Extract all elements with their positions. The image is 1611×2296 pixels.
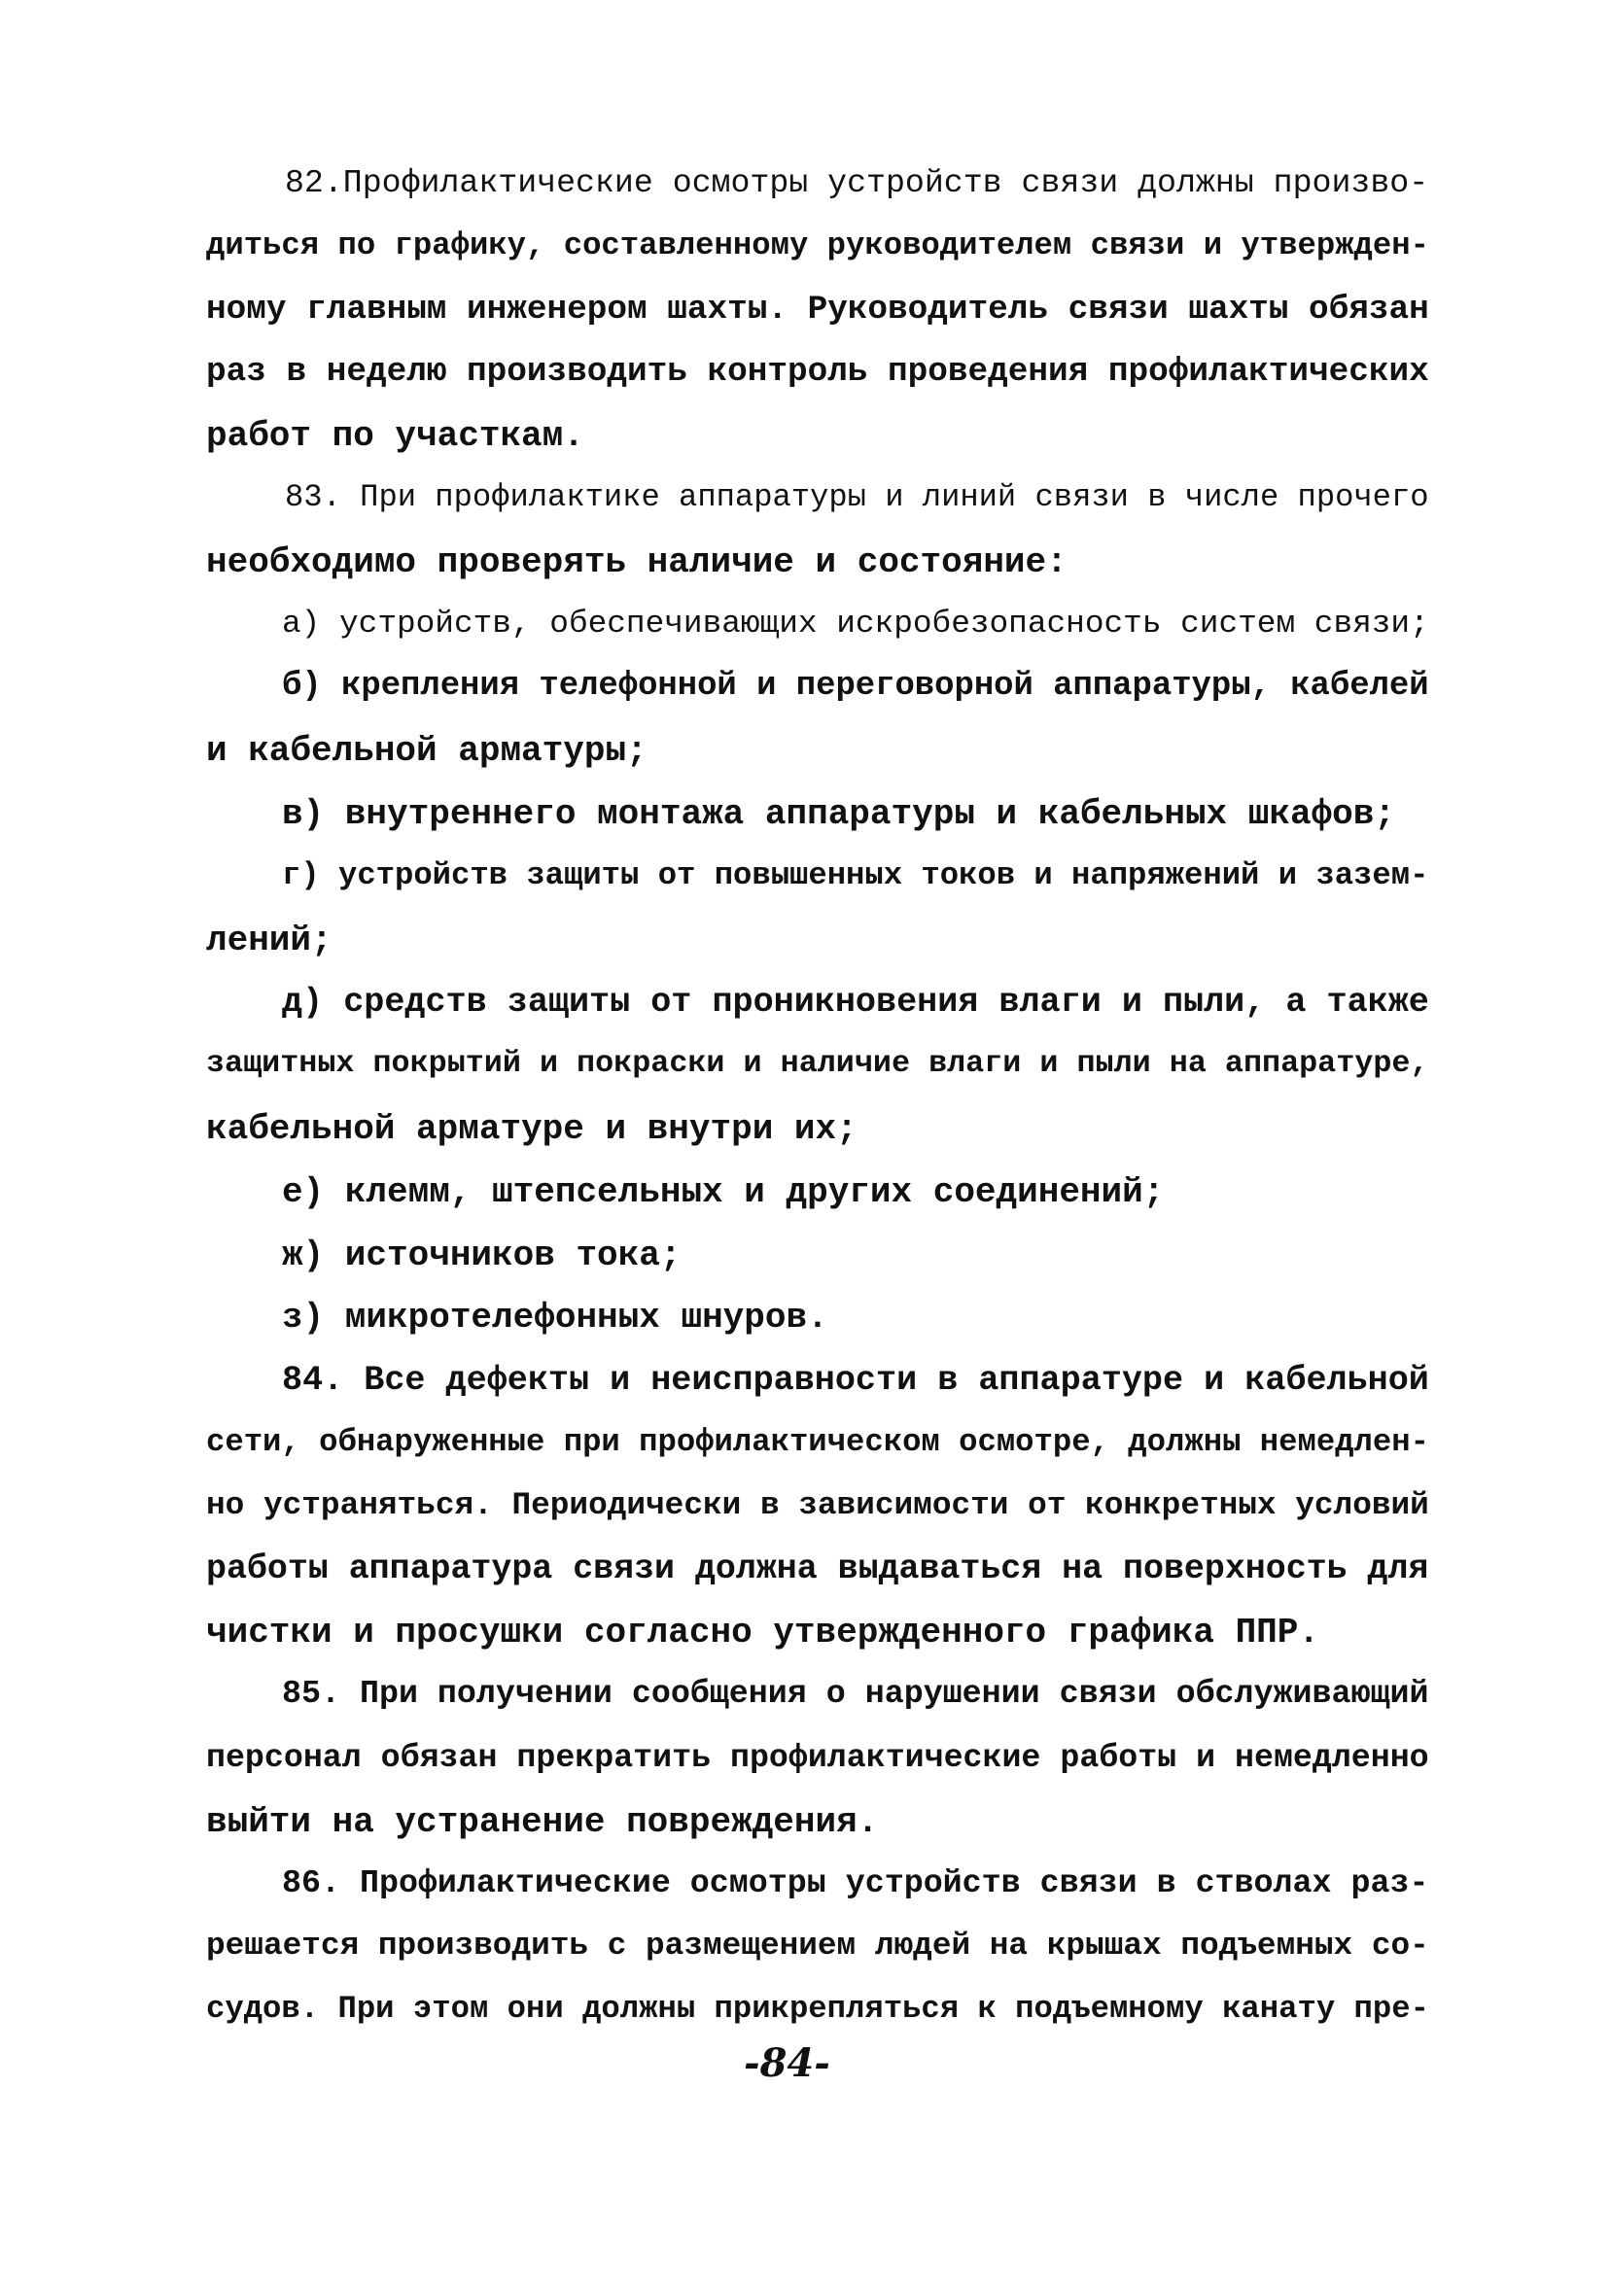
text-line: ж) источников тока; [282, 1235, 682, 1275]
text-line: б) крепления телефонной и переговорной аппаратуры, кабелей [282, 668, 1429, 705]
text-line: г) устройств защиты от повышенных токов и напряжений и зазем- [282, 857, 1429, 893]
text-line: персонал обязан прекратить профилактические работы и немедленно [206, 1739, 1429, 1776]
text-line: а) устройств, обеспечивающих искробезопасность систем связи; [282, 606, 1429, 642]
text-line: выйти на устранение повреждения. [206, 1802, 879, 1842]
text-line: но устраняться. Периодически в зависимости от конкретных условий [206, 1487, 1429, 1523]
text-line: диться по графику, составленному руководителем связи и утвержден- [206, 227, 1429, 263]
text-line: лений; [206, 921, 333, 960]
text-line: чистки и просушки согласно утвержденного графика ППР. [206, 1613, 1319, 1652]
text-line: необходимо проверять наличие и состояние: [206, 542, 1068, 582]
text-line: работы аппаратура связи должна выдаваться на поверхность для [206, 1550, 1429, 1588]
text-line: д) средств защиты от проникновения влаги и пыли, а также [282, 983, 1429, 1022]
text-line: сети, обнаруженные при профилактическом осмотре, должны немедлен- [206, 1424, 1429, 1460]
text-line: раз в неделю производить контроль проведения профилактических [206, 353, 1429, 391]
text-line: 86. Профилактические осмотры устройств связи в стволах раз- [282, 1865, 1429, 1902]
text-line: кабельной арматуре и внутри их; [206, 1109, 858, 1149]
text-line: в) внутреннего монтажа аппаратуры и кабельных шкафов; [282, 794, 1395, 834]
text-line: з) микротелефонных шнуров. [282, 1298, 828, 1338]
text-line: 83. При профилактике аппаратуры и линий связи в числе прочего [285, 479, 1429, 515]
text-line: защитных покрытий и покраски и наличие влаги и пыли на аппаратуре, [206, 1046, 1429, 1081]
text-line: 85. При получении сообщения о нарушении связи обслуживающий [282, 1676, 1429, 1713]
text-line: е) клемм, штепсельных и других соединений; [282, 1172, 1165, 1212]
page-number: -84- [744, 2040, 830, 2086]
text-line: работ по участкам. [206, 416, 584, 456]
text-line: 84. Все дефекты и неисправности в аппаратуре и кабельной [282, 1361, 1429, 1400]
text-line: ному главным инженером шахты. Руководитель связи шахты обязан [206, 291, 1429, 329]
text-line: 82.Профилактические осмотры устройств связи должны произво- [285, 164, 1429, 201]
text-line: и кабельной арматуры; [206, 731, 648, 771]
text-line: решается производить с размещением людей на крышах подъемных со- [206, 1928, 1429, 1964]
text-line: судов. При этом они должны прикрепляться к подъемному канату пре- [206, 1991, 1429, 2027]
